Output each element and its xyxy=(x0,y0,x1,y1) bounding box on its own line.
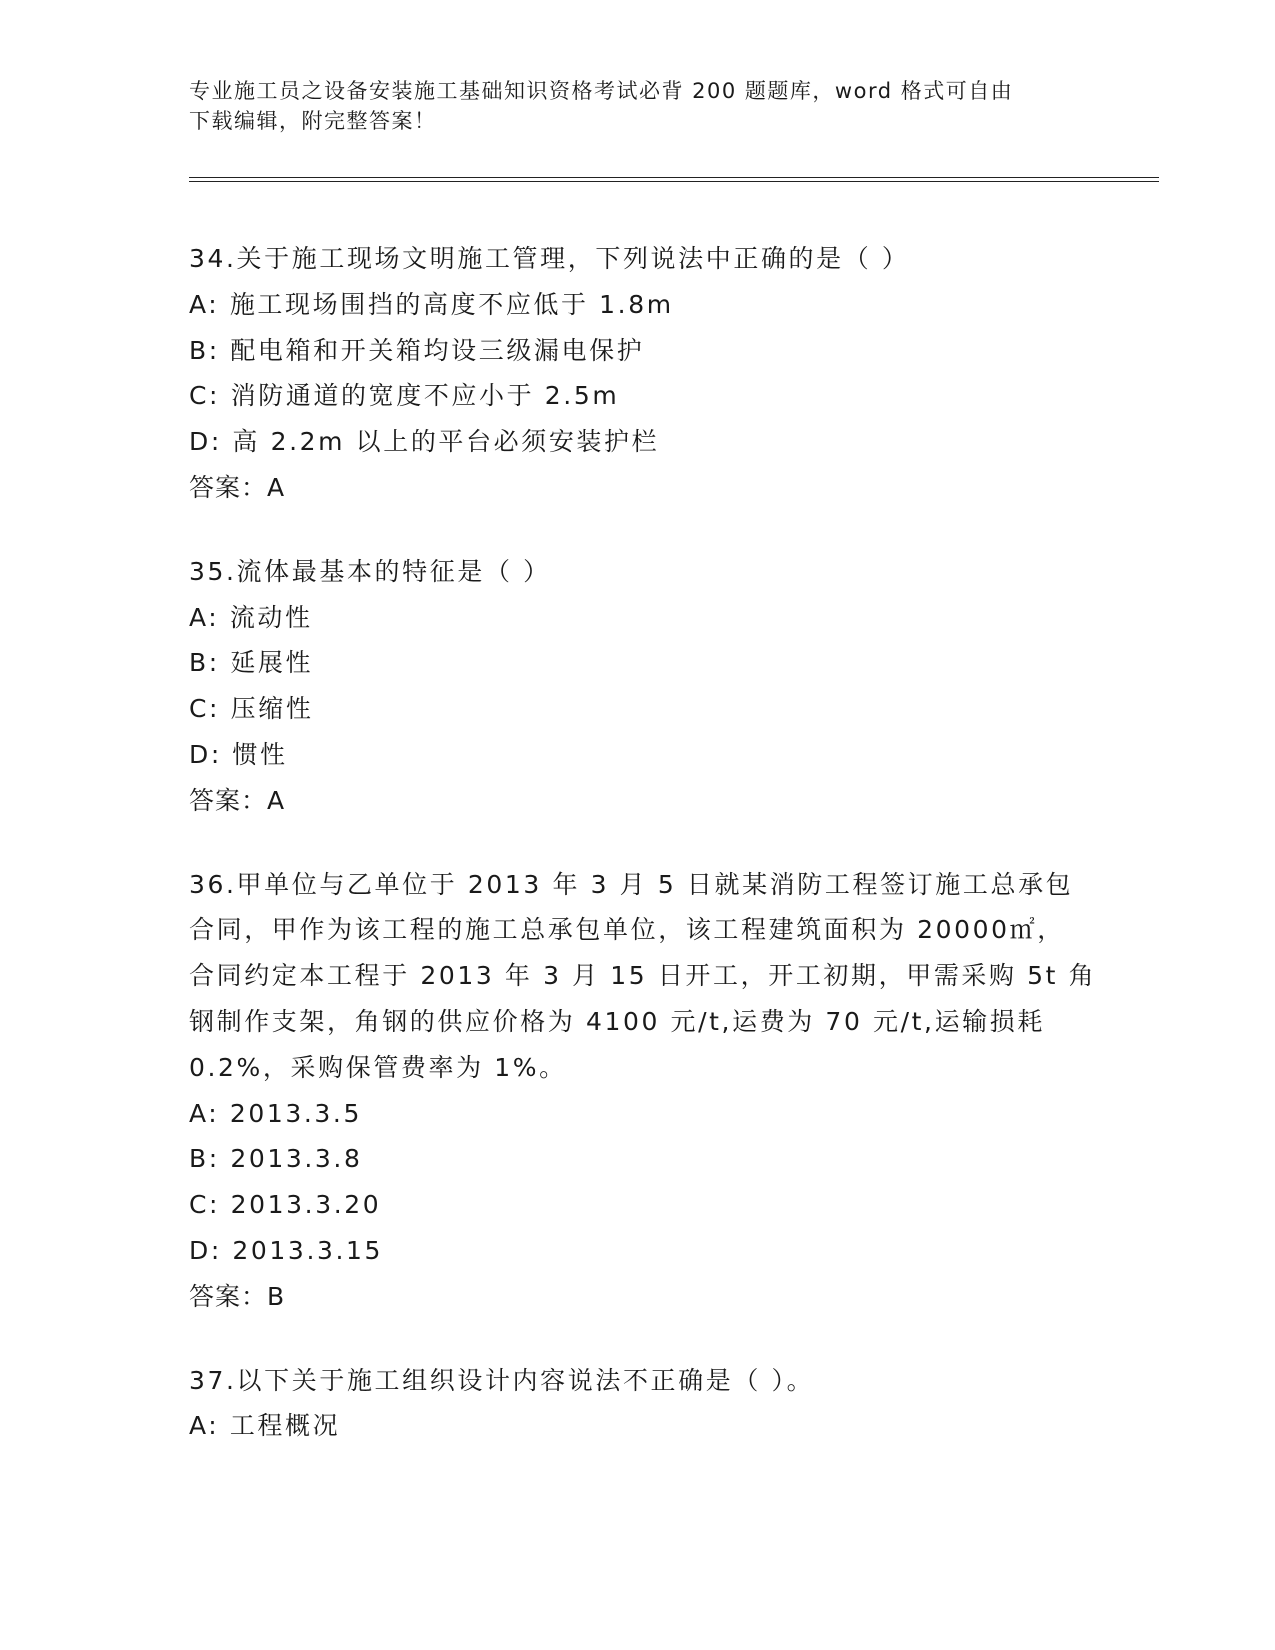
question-stem xyxy=(189,549,1089,595)
question-list xyxy=(189,236,1097,1487)
stem-line: 钢制作支架，角钢的供应价格为 4100 元/t,运费为 70 元/t,运输损耗 xyxy=(189,1006,1045,1036)
option-a: A: 工程概况 xyxy=(189,1411,341,1441)
question-stem xyxy=(189,862,1097,1091)
question-35 xyxy=(189,549,1089,824)
stem-line: 34.关于施工现场文明施工管理，下列说法中正确的是（ ） xyxy=(189,244,910,273)
answer-line: 答案：A xyxy=(189,785,286,815)
answer-line: 答案：B xyxy=(189,1281,286,1311)
header-line-1: 专业施工员之设备安装施工基础知识资格考试必背 200 题题库，word 格式可自由 xyxy=(189,79,1014,103)
stem-line: 合同约定本工程于 2013 年 3 月 15 日开工，开工初期，甲需采购 5t 角 xyxy=(189,961,1097,991)
option-c: C: 2013.3.20 xyxy=(189,1190,382,1220)
header-divider-bottom xyxy=(189,181,1159,182)
stem-line: 37.以下关于施工组织设计内容说法不正确是（ ）。 xyxy=(189,1365,815,1395)
stem-line: 35.流体最基本的特征是（ ） xyxy=(189,556,551,586)
question-36 xyxy=(189,862,1097,1320)
stem-line: 36.甲单位与乙单位于 2013 年 3 月 5 日就某消防工程签订施工总承包 xyxy=(189,869,1074,899)
header-divider-top xyxy=(189,177,1159,178)
option-d: D: 惯性 xyxy=(189,739,288,769)
option-a: A: 施工现场围挡的高度不应低于 1.8m xyxy=(189,289,674,319)
option-c: C: 消防通道的宽度不应小于 2.5m xyxy=(189,381,620,411)
option-a: A: 流动性 xyxy=(189,602,313,632)
option-d: D: 高 2.2m 以上的平台必须安装护栏 xyxy=(189,427,660,457)
question-37 xyxy=(189,1358,1089,1450)
header-line-2: 下载编辑，附完整答案！ xyxy=(189,109,437,133)
document-header xyxy=(189,76,1089,136)
option-d: D: 2013.3.15 xyxy=(189,1235,384,1265)
option-b: B: 配电箱和开关箱均设三级漏电保护 xyxy=(189,335,645,365)
stem-line: 0.2%，采购保管费率为 1%。 xyxy=(189,1052,567,1082)
option-b: B: 延展性 xyxy=(189,648,314,678)
question-34 xyxy=(189,236,1089,511)
question-stem xyxy=(189,236,1089,282)
option-c: C: 压缩性 xyxy=(189,694,314,724)
stem-line: 合同，甲作为该工程的施工总承包单位，该工程建筑面积为 20000㎡， xyxy=(189,915,1065,945)
answer-line: 答案：A xyxy=(189,472,286,502)
option-a: A: 2013.3.5 xyxy=(189,1098,362,1128)
option-b: B: 2013.3.8 xyxy=(189,1144,363,1174)
question-stem xyxy=(189,1358,1089,1404)
